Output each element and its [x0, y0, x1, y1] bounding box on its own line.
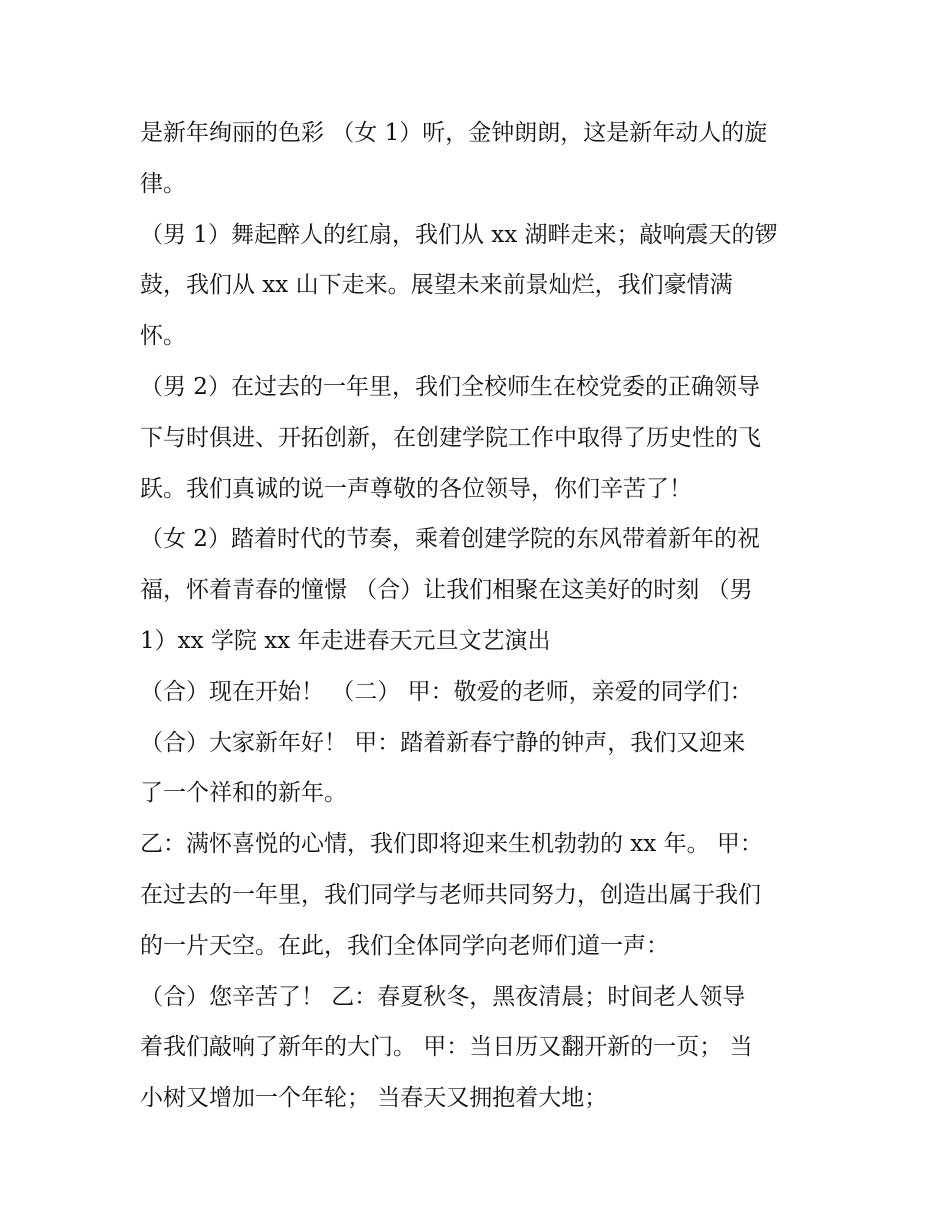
- text-line: 在过去的一年里，我们同学与老师共同努力，创造出属于我们: [140, 881, 761, 908]
- text-line: （女 2）踏着时代的节奏，乘着创建学院的东风带着新年的祝: [140, 526, 760, 553]
- document-body: [140, 108, 820, 1124]
- text-line: 是新年绚丽的色彩 （女 1）听，金钟朗朗，这是新年动人的旋: [140, 120, 768, 146]
- text-line: 怀。: [140, 323, 186, 350]
- text-line: 乙：满怀喜悦的心情，我们即将迎来生机勃勃的 xx 年。 甲：: [140, 831, 763, 858]
- text-line: 鼓，我们从 xx 山下走来。展望未来前景灿烂，我们豪情满: [140, 272, 733, 299]
- text-line: （男 2）在过去的一年里，我们全校师生在校党委的正确领导: [140, 373, 760, 400]
- text-line: 的一片天空。在此，我们全体同学向老师们道一声：: [140, 932, 669, 959]
- text-line: （合）现在开始！ （二） 甲：敬爱的老师，亲爱的同学们：: [140, 678, 753, 705]
- text-line: （合）大家新年好！ 甲：踏着新春宁静的钟声，我们又迎来: [140, 729, 746, 756]
- text-line: （合）您辛苦了！ 乙：春夏秋冬，黑夜清晨；时间老人领导: [140, 983, 746, 1010]
- text-line: 下与时俱进、开拓创新，在创建学院工作中取得了历史性的飞: [140, 424, 761, 451]
- text-line: 跃。我们真诚的说一声尊敬的各位领导，你们辛苦了！: [140, 475, 692, 502]
- text-line: 小树又增加一个年轮； 当春天又拥抱着大地；: [140, 1085, 608, 1112]
- text-line: （男 1）舞起醉人的红扇，我们从 xx 湖畔走来；敲响震天的锣: [140, 221, 778, 248]
- text-line: 了一个祥和的新年。: [140, 780, 347, 807]
- text-line: 着我们敲响了新年的大门。 甲：当日历又翻开新的一页； 当: [140, 1034, 753, 1061]
- text-line: 福，怀着青春的憧憬 （合）让我们相聚在这美好的时刻 （男: [140, 577, 753, 604]
- text-line: 律。: [140, 170, 186, 197]
- text-line: 1）xx 学院 xx 年走进春天元旦文艺演出: [140, 627, 551, 654]
